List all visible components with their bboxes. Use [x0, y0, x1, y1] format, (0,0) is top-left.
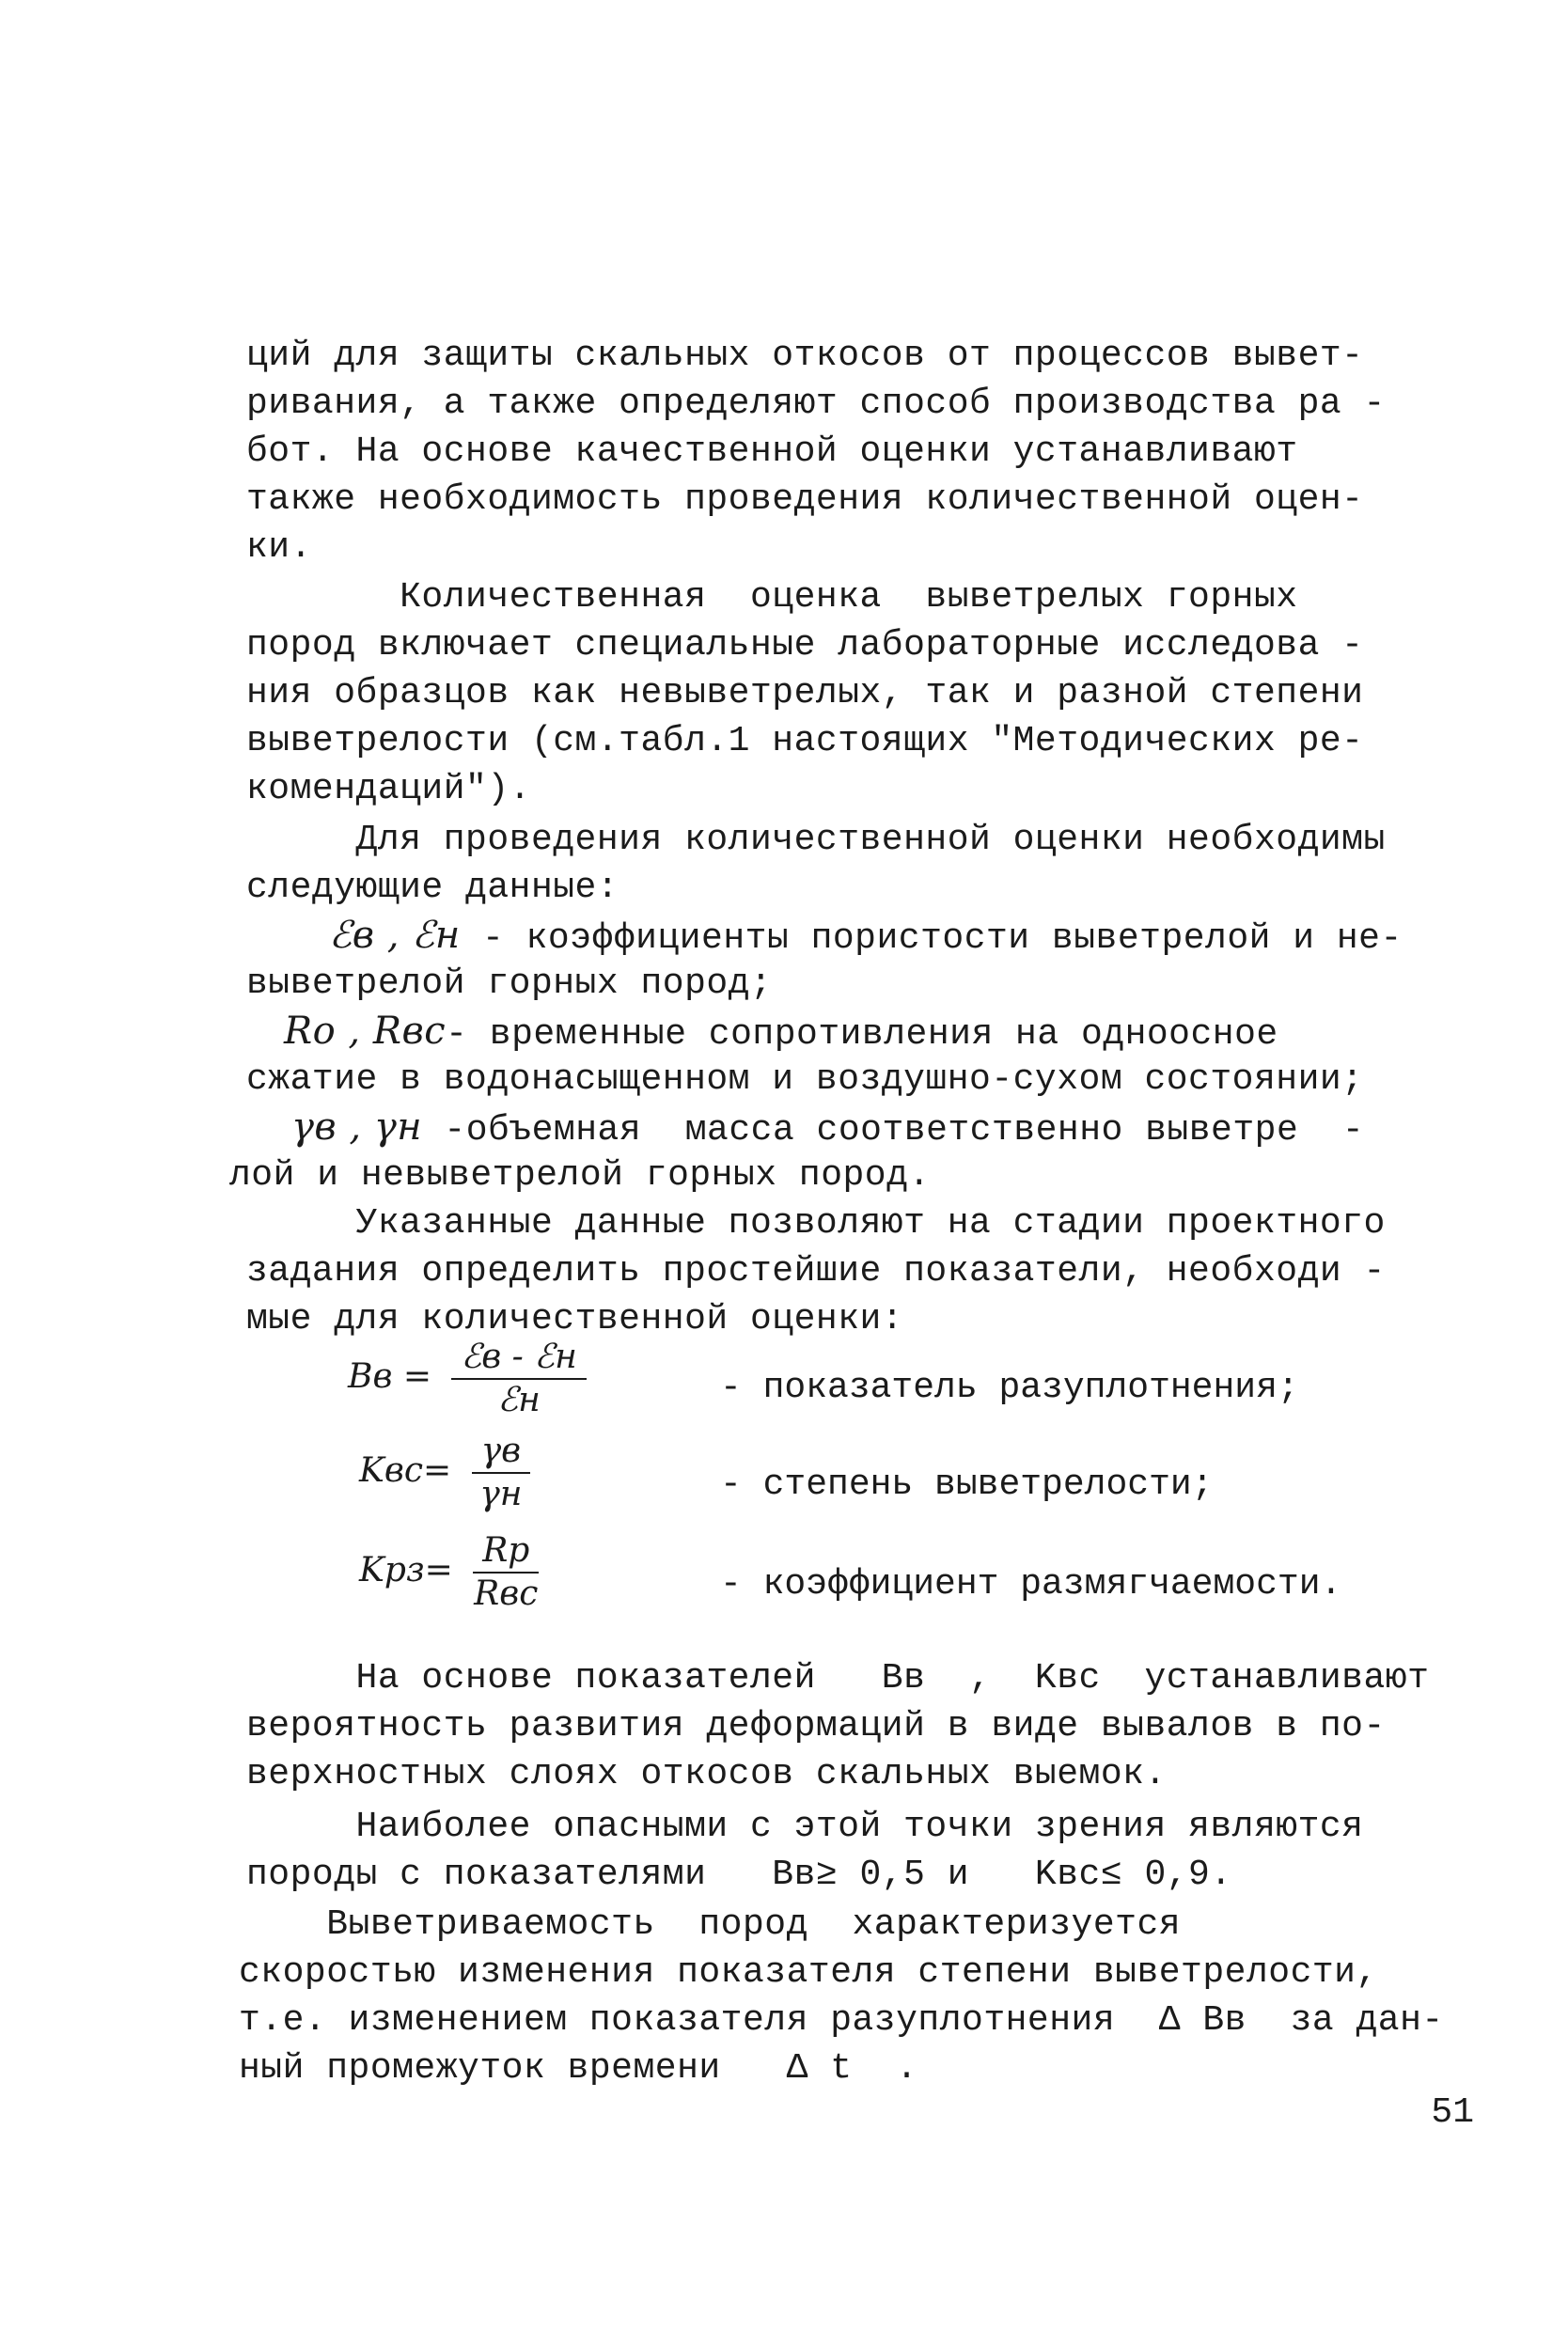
text-line: Выветриваемость пород характеризуется [239, 1904, 1182, 1945]
text-line: Указанные данные позволяют на стадии проектного [246, 1203, 1386, 1244]
text-line: выветрелой горных пород; [246, 963, 773, 1004]
definition-text: - коэффициенты пористости выветрелой и не- [460, 918, 1403, 959]
paragraph-4 [246, 1199, 1468, 1343]
formula-weathering-degree [359, 1431, 530, 1515]
fraction [451, 1337, 586, 1421]
text-line: задания определить простейшие показатели, необходи - [246, 1251, 1386, 1292]
definition-strength [246, 1008, 1468, 1104]
definition-porosity [246, 912, 1468, 1008]
formula-description: - степень выветрелости; [720, 1464, 1214, 1505]
text-line: выветрелости (см.табл.1 настоящих "Методических ре- [246, 721, 1364, 761]
fraction [473, 1530, 539, 1615]
formula-lhs: Bв = [348, 1357, 432, 1396]
formula-description: - коэффициент размягчаемости. [720, 1564, 1342, 1605]
text-line: породы с показателями Bв≥ 0,5 и Kвс≤ 0,9. [246, 1855, 1232, 1895]
definition-line [246, 1104, 1468, 1151]
text-line: Наиболее опасными с этой точки зрения являются [246, 1807, 1364, 1847]
fraction-denominator: γн [479, 1475, 523, 1513]
definition-density [229, 1104, 1468, 1199]
text-line: Количественная оценка выветрелых горных [246, 577, 1298, 618]
text-line: вероятность развития деформаций в виде вывалов в по- [246, 1706, 1386, 1746]
text-line: также необходимость проведения количественной оцен- [246, 479, 1364, 520]
definition-line [246, 912, 1468, 960]
text-line: ния образцов как невыветрелых, так и разной степени [246, 673, 1364, 713]
formula-description: - показатель разуплотнения; [720, 1368, 1299, 1408]
porosity-symbols: ℰв , ℰн [329, 914, 461, 957]
definition-text: -объемная масса соответственно выветре - [422, 1110, 1365, 1151]
text-line: пород включает специальные лабораторные исследова - [246, 625, 1364, 665]
text-line: скоростью изменения показателя степени выветрелости, [239, 1952, 1378, 1993]
paragraph-2 [246, 573, 1468, 813]
definition-line [246, 1008, 1468, 1056]
text-line: комендаций"). [246, 769, 531, 809]
text-line: ки. [246, 527, 312, 568]
formula-decompaction [348, 1337, 587, 1421]
text-line: сжатие в водонасыщенном и воздушно-сухом состоянии; [246, 1059, 1364, 1100]
paragraph-6 [246, 1803, 1468, 1899]
text-line: ривания, а также определяют способ производства ра - [246, 384, 1386, 424]
paragraph-7 [239, 1901, 1461, 2092]
fraction-numerator: ℰв - ℰн [451, 1337, 586, 1380]
text-line: ный промежуток времени Δ t . [239, 2048, 918, 2089]
text-line: т.е. изменением показателя разуплотнения Δ Bв за дан- [239, 2000, 1444, 2041]
text-line: На основе показателей Bв , Kвс устанавливают [246, 1658, 1430, 1699]
page-number: 51 [1431, 2092, 1474, 2133]
fraction-denominator: Rвс [474, 1574, 539, 1613]
fraction-numerator: Rр [473, 1530, 539, 1574]
text-line: мые для количественной оценки: [246, 1299, 904, 1339]
paragraph-5 [246, 1654, 1468, 1798]
fraction-numerator: γв [472, 1431, 530, 1474]
paragraph-1 [246, 332, 1468, 572]
text-line: ций для защиты скальных откосов от процессов вывет- [246, 336, 1364, 376]
fraction-denominator: ℰн [497, 1381, 541, 1419]
text-line: бот. На основе качественной оценки устанавливают [246, 431, 1298, 472]
text-line: верхностных слоях откосов скальных выемок. [246, 1754, 1167, 1794]
density-symbols: γв , γн [291, 1105, 423, 1149]
text-line: следующие данные: [246, 868, 619, 908]
text-line: лой и невыветрелой горных пород. [229, 1155, 931, 1196]
formula-softening [359, 1530, 539, 1615]
formula-lhs: Kвс= [359, 1451, 452, 1490]
paragraph-3 [246, 816, 1468, 912]
text-line: Для проведения количественной оценки необходимы [246, 820, 1386, 860]
definition-text: - временные сопротивления на одноосное [446, 1014, 1278, 1055]
fraction [472, 1431, 530, 1515]
formula-lhs: Kрз= [359, 1551, 453, 1589]
strength-symbols: Rо , Rвс [284, 1010, 447, 1053]
